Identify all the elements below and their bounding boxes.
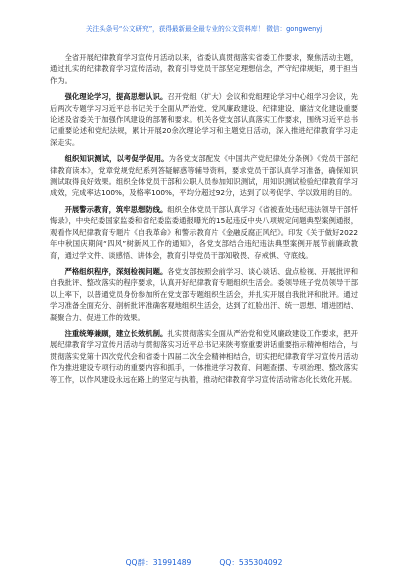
footer-qq-number: QQ：535304092	[219, 558, 283, 567]
footer-contact	[0, 556, 408, 570]
paragraph-text: 为各党支部配发《中国共产党纪律处分条例》《党员干部纪律教育读本》，党章党规党纪系列答疑解惑等辅导资料，要求党员干部认真学习准备，确保知识测试取得良好效果。组织全体党员干部和公职人员参加知识测试，用知识测试检验纪律教育学习成效，完成率达100%，及格率100%，平均分超过92分，达到了以考促学、学以致用的目的。	[50, 154, 358, 198]
footer-qq-group: QQ群：31991489	[125, 558, 192, 567]
paragraph-heading: 开展警示教育，筑牢思想防线。	[64, 204, 168, 214]
paragraph-text: 召开党组（扩大）会议和党组理论学习中心组学习会议，先后两次专题学习习近平总书记关于全面从严治党、党风廉政建设、纪律建设、廉洁文化建设重要论述及省委关于加强作风建设的部署和要求。机关各党支部认真落实工作要求，围绕习近平总书记重要论述和党纪法规，累计开展20余次理论学习和主题党日活动，深入推进纪律教育学习走深走实。	[50, 92, 358, 147]
paragraph-heading: 强化理论学习，提高思想认识。	[64, 92, 168, 102]
paragraph-text: 全省开展纪律教育学习宣传月活动以来，省委认真贯彻落实省委工作要求，聚焦活动主题，通过扎实的纪律教育学习宣传活动，教育引导党员干部坚定理想信念，严守纪律规矩，勇于担当作为。	[50, 53, 358, 85]
paragraph-text: 组织全体党员干部认真学习《省被查处违纪违法领导干部忏悔录》，中央纪委国家监委和省纪委监委通报曝光的15起违反中央八项规定问题典型案例通报，观看作风纪律教育专题片《自我革命》和警示教育片《金融反腐正风纪》。印发《关于做好2022年中秋国庆期间“四风”树新风工作的通知》，各党支部结合违纪违法典型案例开展节前廉政教育，通过学文件、谈感悟、讲体会，教育引导党员干部知敬畏、存戒惧、守底线。	[50, 204, 358, 260]
paragraph-long-term-mechanism	[50, 328, 358, 385]
paragraph-knowledge-test	[50, 153, 358, 199]
header-banner: 关注头条号“公文研究”，获得最新最全最专业的公文资料库！ 微信：gongwenyj	[85, 25, 323, 33]
paragraph-text: 各党支部按照会前学习、谈心谈话、盘点检视、开展批评和自我批评、整改落实的程序要求，认真开好纪律教育专题组织生活会。委领导班子党员领导干部以上率下，以普通党员身份参加所在党支部专题组织生活会，并扎实开展自我批评和批评。通过学习准备全面充分、剖析批评准确客观地组织生活会，达到了红脸出汗、统一思想、增进团结、凝聚合力、促进工作的效果。	[50, 266, 358, 322]
paragraph-warning-education	[50, 204, 358, 261]
paragraph-text: 扎实贯彻落实全面从严治党和党风廉政建设工作要求，把开展纪律教育学习宣传月活动与贯彻落实习近平总书记来陕考察重要讲话重要指示精神相结合，与贯彻落实党第十四次党代会和省委十四届二次全会精神相结合，切实把纪律教育学习宣传月活动作为推进建设专项行动的重要内容和抓手，一体推进学习教育、问题查摆、专项治理、整改落实等工作，以作风建设永远在路上的坚定与执着，推动纪律教育学习宣传活动常态化长效化开展。	[50, 328, 358, 384]
paragraph-organization-procedure	[50, 266, 358, 323]
document-body	[50, 52, 358, 540]
paragraph-theory-study	[50, 91, 358, 148]
paragraph-heading: 组织知识测试，以考促学促用。	[64, 154, 169, 164]
paragraph-heading: 注重统筹兼顾，建立长效机制。	[64, 328, 168, 338]
paragraph-intro	[50, 52, 358, 86]
paragraph-heading: 严格组织程序，深刻检视问题。	[64, 266, 168, 276]
